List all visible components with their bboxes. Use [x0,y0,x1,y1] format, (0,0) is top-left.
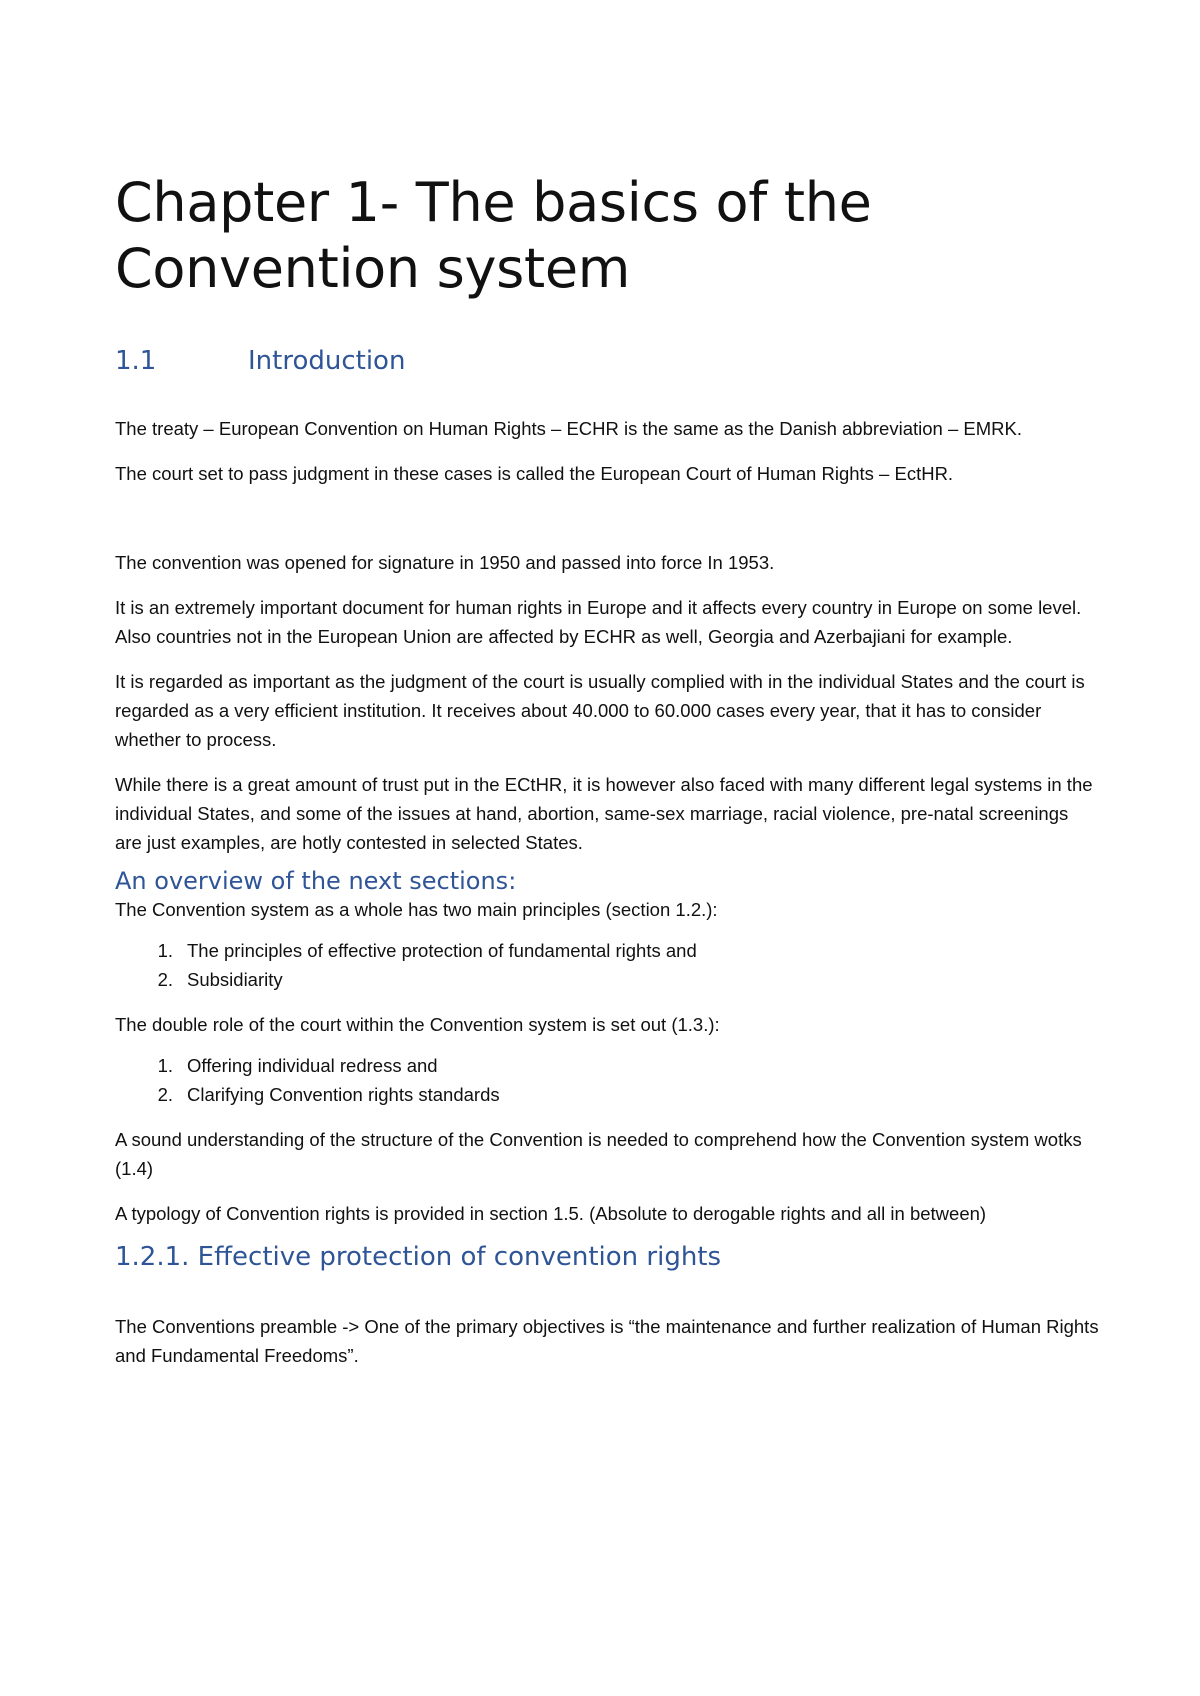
typology-paragraph: A typology of Convention rights is provided in section 1.5. (Absolute to derogable rights and all in between) [115,1203,987,1224]
intro-paragraph-trust: While there is a great amount of trust put in the ECtHR, it is however also faced with many different legal systems in the individual States, and some of the issues at hand, abortion, same-sex marriage, racial violence, pre-natal screenings are just examples, are hotly contested in selected States. [115,774,1093,853]
list-item-text: The principles of effective protection of fundamental rights and [187,940,697,961]
intro-paragraph-importance: It is an extremely important document for human rights in Europe and it affects every country in Europe on some level. Also countries not in the European Union are affected by ECHR as well, Georgia and Azerbajiani for example. [115,597,1082,647]
section-heading-1-2-1: 1.2.1. Effective protection of convention rights [115,1242,722,1272]
section-heading-1-1 [115,346,1100,376]
section-title: Introduction [248,346,406,376]
principles-list [115,936,1100,994]
list-marker: 2. [157,969,173,990]
principles-intro: The Convention system as a whole has two main principles (section 1.2.): [115,899,718,920]
list-marker: 2. [157,1084,173,1105]
chapter-title-line-1: Chapter 1- The basics of the [115,171,872,234]
roles-list [115,1051,1100,1109]
chapter-title-line-2: Convention system [115,237,631,300]
list-item-text: Offering individual redress and [187,1055,438,1076]
list-item-text: Subsidiarity [187,969,283,990]
list-marker: 1. [157,1055,173,1076]
structure-paragraph: A sound understanding of the structure of the Convention is needed to comprehend how the Convention system wotks (1.4) [115,1129,1082,1179]
intro-paragraph-efficiency: It is regarded as important as the judgment of the court is usually complied with in the individual States and the court is regarded as a very efficient institution. It receives about 40.000 to 60.000 cases every year, that it has to consider whether to process. [115,671,1085,750]
roles-intro: The double role of the court within the Convention system is set out (1.3.): [115,1014,720,1035]
intro-paragraph-signature: The convention was opened for signature in 1950 and passed into force In 1953. [115,552,775,573]
list-item [115,1051,1100,1080]
chapter-title [115,170,1100,302]
list-item [115,1080,1100,1109]
list-marker: 1. [157,940,173,961]
list-item-text: Clarifying Convention rights standards [187,1084,500,1105]
intro-paragraph-court: The court set to pass judgment in these cases is called the European Court of Human Rights – EctHR. [115,463,954,484]
list-item [115,965,1100,994]
section-number: 1.1 [115,346,157,376]
preamble-paragraph: The Conventions preamble -> One of the primary objectives is “the maintenance and further realization of Human Rights and Fundamental Freedoms”. [115,1316,1099,1366]
page-content [115,170,1100,1370]
intro-paragraph-treaty: The treaty – European Convention on Human Rights – ECHR is the same as the Danish abbreviation – EMRK. [115,418,1022,439]
overview-heading: An overview of the next sections: [115,867,517,895]
list-item [115,936,1100,965]
